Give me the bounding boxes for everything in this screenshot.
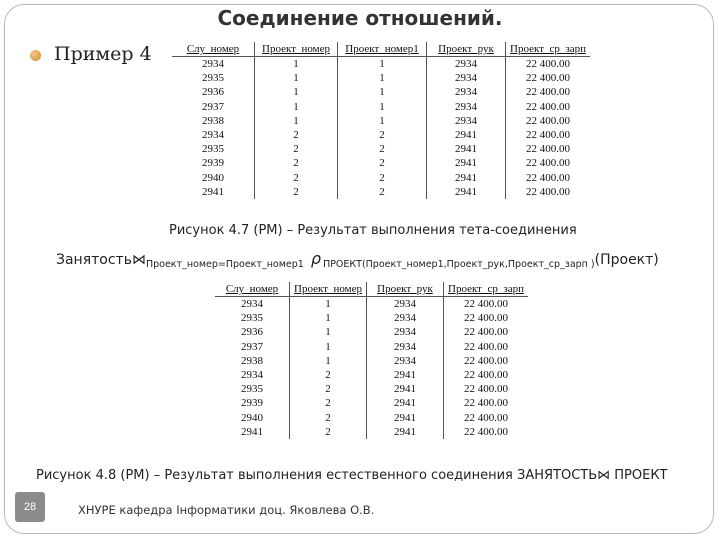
table-cell: 22 400.00 bbox=[506, 85, 590, 99]
table-row bbox=[172, 71, 590, 85]
table-cell: 2941 bbox=[427, 142, 506, 156]
table-header-row bbox=[172, 42, 590, 57]
table-cell: 1 bbox=[290, 340, 367, 354]
table-cell: 2939 bbox=[241, 397, 263, 410]
table-cell: 2934 bbox=[427, 57, 506, 72]
table-cell: 2 bbox=[255, 171, 338, 185]
table-row bbox=[172, 156, 590, 170]
column-header: Проект_ср_зарп bbox=[444, 282, 528, 297]
table-cell: 2 bbox=[255, 128, 338, 142]
column-header: Проект_номер bbox=[290, 282, 367, 297]
table-row bbox=[172, 85, 590, 99]
column-header: Слу_номер bbox=[215, 282, 290, 297]
table-cell: 2941 bbox=[241, 425, 263, 438]
table-cell: 22 400.00 bbox=[506, 100, 590, 114]
table-cell: 22 400.00 bbox=[444, 411, 528, 425]
table-cell: 2935 bbox=[241, 312, 263, 325]
table-row bbox=[172, 142, 590, 156]
column-header: Проект_рук bbox=[427, 42, 506, 57]
formula-relation-2: (Проект) bbox=[594, 252, 659, 268]
table-cell: 2941 bbox=[367, 425, 444, 439]
table-cell: 1 bbox=[255, 114, 338, 128]
table-cell: 1 bbox=[290, 325, 367, 339]
table-cell: 2 bbox=[338, 156, 427, 170]
formula-rename-target: ПРОЕКТ(Проект_номер1,Проект_рук,Проект_ср_зарп ) bbox=[323, 259, 595, 270]
table-row bbox=[215, 297, 528, 312]
table-cell: 2934 bbox=[427, 114, 506, 128]
table-cell: 1 bbox=[255, 100, 338, 114]
table-row bbox=[215, 382, 528, 396]
table-cell: 1 bbox=[255, 57, 338, 72]
table-cell: 1 bbox=[290, 297, 367, 312]
table-cell: 2934 bbox=[367, 325, 444, 339]
table-cell: 22 400.00 bbox=[506, 185, 590, 199]
table-cell: 22 400.00 bbox=[444, 297, 528, 312]
table-cell: 2934 bbox=[202, 129, 224, 142]
theta-join-result-table bbox=[172, 42, 590, 199]
table-cell: 2938 bbox=[241, 354, 263, 367]
join-symbol-icon: ⋈ bbox=[131, 252, 146, 268]
table-row bbox=[172, 57, 590, 72]
table-row bbox=[215, 325, 528, 339]
table-row bbox=[215, 354, 528, 368]
natural-join-result-table bbox=[215, 282, 528, 439]
column-header: Проект_номер bbox=[255, 42, 338, 57]
table-cell: 2939 bbox=[202, 157, 224, 170]
footer-text: ХНУРЕ кафедра Інформатики доц. Яковлева О.В. bbox=[78, 503, 375, 517]
table-cell: 22 400.00 bbox=[506, 142, 590, 156]
table-cell: 2941 bbox=[367, 396, 444, 410]
table-cell: 1 bbox=[290, 311, 367, 325]
table-cell: 2934 bbox=[241, 369, 263, 382]
table-row bbox=[215, 311, 528, 325]
table-row bbox=[215, 425, 528, 439]
table-cell: 2941 bbox=[367, 411, 444, 425]
table-cell: 2936 bbox=[202, 86, 224, 99]
column-header: Слу_номер bbox=[172, 42, 255, 57]
table-row bbox=[215, 411, 528, 425]
table-cell: 1 bbox=[338, 57, 427, 72]
table-cell: 2 bbox=[290, 382, 367, 396]
column-header: Проект_рук bbox=[367, 282, 444, 297]
table-cell: 2 bbox=[290, 425, 367, 439]
table-cell: 2937 bbox=[202, 100, 224, 113]
table-cell: 1 bbox=[338, 114, 427, 128]
table-cell: 22 400.00 bbox=[444, 354, 528, 368]
table-cell: 2934 bbox=[427, 71, 506, 85]
table-cell: 2 bbox=[338, 171, 427, 185]
table-cell: 2 bbox=[290, 396, 367, 410]
table-cell: 2 bbox=[255, 156, 338, 170]
table-cell: 2940 bbox=[241, 411, 263, 424]
table-row bbox=[215, 368, 528, 382]
table-cell: 2936 bbox=[241, 326, 263, 339]
table-cell: 2 bbox=[338, 128, 427, 142]
table-cell: 2934 bbox=[427, 85, 506, 99]
page-number: 28 bbox=[15, 492, 45, 522]
table-cell: 2934 bbox=[367, 297, 444, 312]
table-cell: 2 bbox=[255, 185, 338, 199]
table-cell: 22 400.00 bbox=[506, 156, 590, 170]
table-cell: 2934 bbox=[427, 100, 506, 114]
table-row bbox=[172, 128, 590, 142]
table-cell: 22 400.00 bbox=[506, 114, 590, 128]
table-cell: 1 bbox=[338, 100, 427, 114]
table-row bbox=[215, 396, 528, 410]
table-row bbox=[172, 100, 590, 114]
table-header-row bbox=[215, 282, 528, 297]
formula-join-condition: Проект_номер=Проект_номер1 bbox=[145, 259, 304, 270]
slide-title: Соединение отношений. bbox=[217, 6, 503, 30]
table-cell: 1 bbox=[338, 85, 427, 99]
table-cell: 2941 bbox=[202, 185, 224, 198]
table-cell: 2 bbox=[290, 411, 367, 425]
table-row bbox=[215, 340, 528, 354]
table-cell: 2941 bbox=[367, 382, 444, 396]
table-cell: 2937 bbox=[241, 340, 263, 353]
table-cell: 1 bbox=[255, 85, 338, 99]
column-header: Проект_номер1 bbox=[338, 42, 427, 57]
table-cell: 2938 bbox=[202, 114, 224, 127]
table-cell: 2941 bbox=[427, 185, 506, 199]
table-cell: 2934 bbox=[202, 58, 224, 70]
table-cell: 2934 bbox=[367, 311, 444, 325]
table-cell: 1 bbox=[338, 71, 427, 85]
table-row bbox=[172, 114, 590, 128]
table-cell: 2935 bbox=[202, 72, 224, 85]
table-cell: 2941 bbox=[427, 156, 506, 170]
bullet-icon bbox=[30, 50, 41, 61]
figure-caption-4-7: Рисунок 4.7 (РМ) – Результат выполнения тета-соединения bbox=[169, 223, 577, 238]
formula-relation-1: Занятость bbox=[56, 252, 132, 268]
table-cell: 2935 bbox=[202, 143, 224, 156]
table-cell: 2935 bbox=[241, 383, 263, 396]
table-row bbox=[172, 171, 590, 185]
table-cell: 1 bbox=[255, 71, 338, 85]
table-cell: 2 bbox=[338, 142, 427, 156]
relational-algebra-formula bbox=[56, 249, 659, 268]
table-cell: 2 bbox=[338, 185, 427, 199]
table-cell: 22 400.00 bbox=[506, 128, 590, 142]
table-cell: 22 400.00 bbox=[444, 368, 528, 382]
table-cell: 2934 bbox=[241, 298, 263, 310]
example-label: Пример 4 bbox=[54, 43, 152, 65]
column-header: Проект_ср_зарп bbox=[506, 42, 590, 57]
table-cell: 2941 bbox=[427, 128, 506, 142]
table-cell: 22 400.00 bbox=[444, 325, 528, 339]
table-cell: 22 400.00 bbox=[444, 311, 528, 325]
table-row bbox=[172, 185, 590, 199]
table-cell: 2934 bbox=[367, 340, 444, 354]
figure-caption-4-8: Рисунок 4.8 (РМ) – Результат выполнения естественного соединения ЗАНЯТОСТЬ⋈ ПРОЕКТ bbox=[36, 468, 668, 483]
table-cell: 22 400.00 bbox=[444, 340, 528, 354]
table-cell: 22 400.00 bbox=[506, 71, 590, 85]
table-cell: 2941 bbox=[367, 368, 444, 382]
table-cell: 2 bbox=[255, 142, 338, 156]
table-cell: 22 400.00 bbox=[444, 396, 528, 410]
table-cell: 22 400.00 bbox=[444, 382, 528, 396]
table-cell: 22 400.00 bbox=[444, 425, 528, 439]
table-cell: 2940 bbox=[202, 171, 224, 184]
table-cell: 2934 bbox=[367, 354, 444, 368]
table-cell: 2941 bbox=[427, 171, 506, 185]
table-cell: 22 400.00 bbox=[506, 57, 590, 72]
table-cell: 22 400.00 bbox=[506, 171, 590, 185]
table-cell: 1 bbox=[290, 354, 367, 368]
rename-operator: ρ bbox=[310, 249, 322, 268]
table-cell: 2 bbox=[290, 368, 367, 382]
